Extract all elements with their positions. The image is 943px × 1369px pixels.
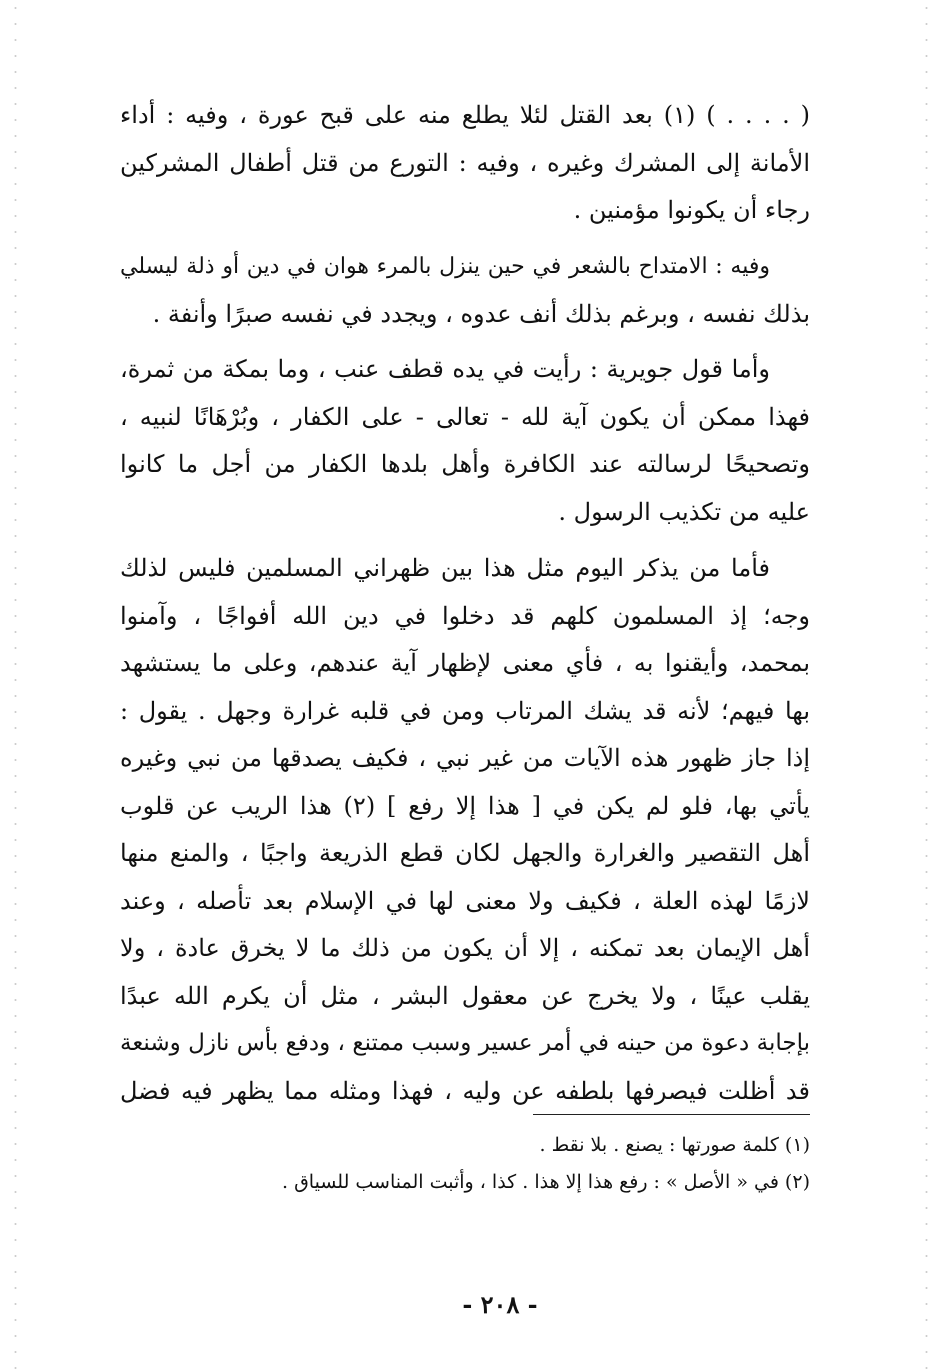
text-line: الأمانة إلى المشرك وغيره ، وفيه : التورع من قتل أطفال المشركين [120, 148, 810, 177]
footnote-1: (١) كلمة صورتها : يصنع . بلا نقط . [539, 1134, 810, 1156]
footnote-separator [533, 1114, 810, 1115]
text-line: يقلب عينًا ، ولا يخرج عن معقول البشر ، مثل أن يكرم الله عبدًا [120, 981, 810, 1010]
text-line: بإجابة دعوة من حينه في أمر عسير وسبب ممتنع ، ودفع بأس نازل وشنعة [120, 1030, 810, 1056]
scan-margin-dots-right [925, 0, 928, 1369]
text-line: وفيه : الامتداح بالشعر في حين ينزل بالمرء هوان في دين أو ذلة ليسلي [120, 254, 770, 279]
text-line: أهل التقصير والغرارة والجهل لكان قطع الذريعة واجبًا ، والمنع منها [120, 839, 810, 867]
text-line: بها فيهم؛ لأنه قد يشك المرتاب ومن في قلبه غرارة وجهل . يقول : [120, 696, 810, 725]
footnotes [200, 1127, 810, 1201]
text-line: بذلك نفسه ، وبرغم بذلك أنف عدوه ، ويجدد في نفسه صبرًا وأنفة . [152, 299, 810, 328]
text-line: فأما من يذكر اليوم مثل هذا بين ظهراني المسلمين فليس لذلك [120, 554, 770, 582]
scan-margin-dots-left [14, 0, 17, 1369]
text-line: عليه من تكذيب الرسول . [558, 497, 810, 526]
text-line: وجه؛ إذ المسلمون كلهم قد دخلوا في دين الله أفواجًا ، وآمنوا [120, 601, 810, 630]
paragraph-4 [120, 545, 810, 1115]
text-line: فهذا ممكن أن يكون آية لله - تعالى - على الكفار ، وبُرْهَانًا لنبيه ، [120, 402, 810, 431]
page-number: - ٢٠٨ - [462, 1290, 538, 1319]
paragraph-2 [120, 243, 810, 338]
text-line: لازمًا لهذه العلة ، فكيف ولا معنى لها في الإسلام بعد تأصله ، وعند [120, 886, 810, 915]
text-line: إذا جاز ظهور هذه الآيات من غير نبي ، فكيف يصدقها من نبي وغيره [120, 744, 810, 772]
footnote-2: (٢) في « الأصل » : رفع هذا إلا هذا . كذا ، وأثبت المناسب للسياق . [281, 1171, 810, 1193]
paragraph-3 [120, 346, 810, 536]
text-line: رجاء أن يكونوا مؤمنين . [573, 196, 810, 224]
text-line: وتصحيحًا لرسالته عند الكافرة وأهل بلدها الكفار من أجل ما كانوا [120, 450, 810, 478]
text-line: وأما قول جويرية : رأيت في يده قطف عنب ، وما بمكة من ثمرة، [120, 355, 770, 383]
text-line: يأتي بها، فلو لم يكن في [ هذا إلا رفع ] (٢) هذا الريب عن قلوب [120, 791, 810, 820]
text-line: قد أظلت فيصرفها بلطفه عن وليه ، فهذا ومثله مما يظهر فيه فضل [120, 1076, 810, 1105]
text-line: أهل الإيمان بعد تمكنه ، إلا أن يكون من ذلك ما لا يخرق عادة ، ولا [120, 934, 810, 962]
text-line: بمحمد، وأيقنوا به ، فأي معنى لإظهار آية عندهم، وعلى ما يستشهد [120, 649, 810, 677]
text-line: ( . . . . ) (١) بعد القتل لئلا يطلع منه على قبح عورة ، وفيه : أداء [120, 101, 810, 129]
paragraph-1 [120, 92, 810, 235]
